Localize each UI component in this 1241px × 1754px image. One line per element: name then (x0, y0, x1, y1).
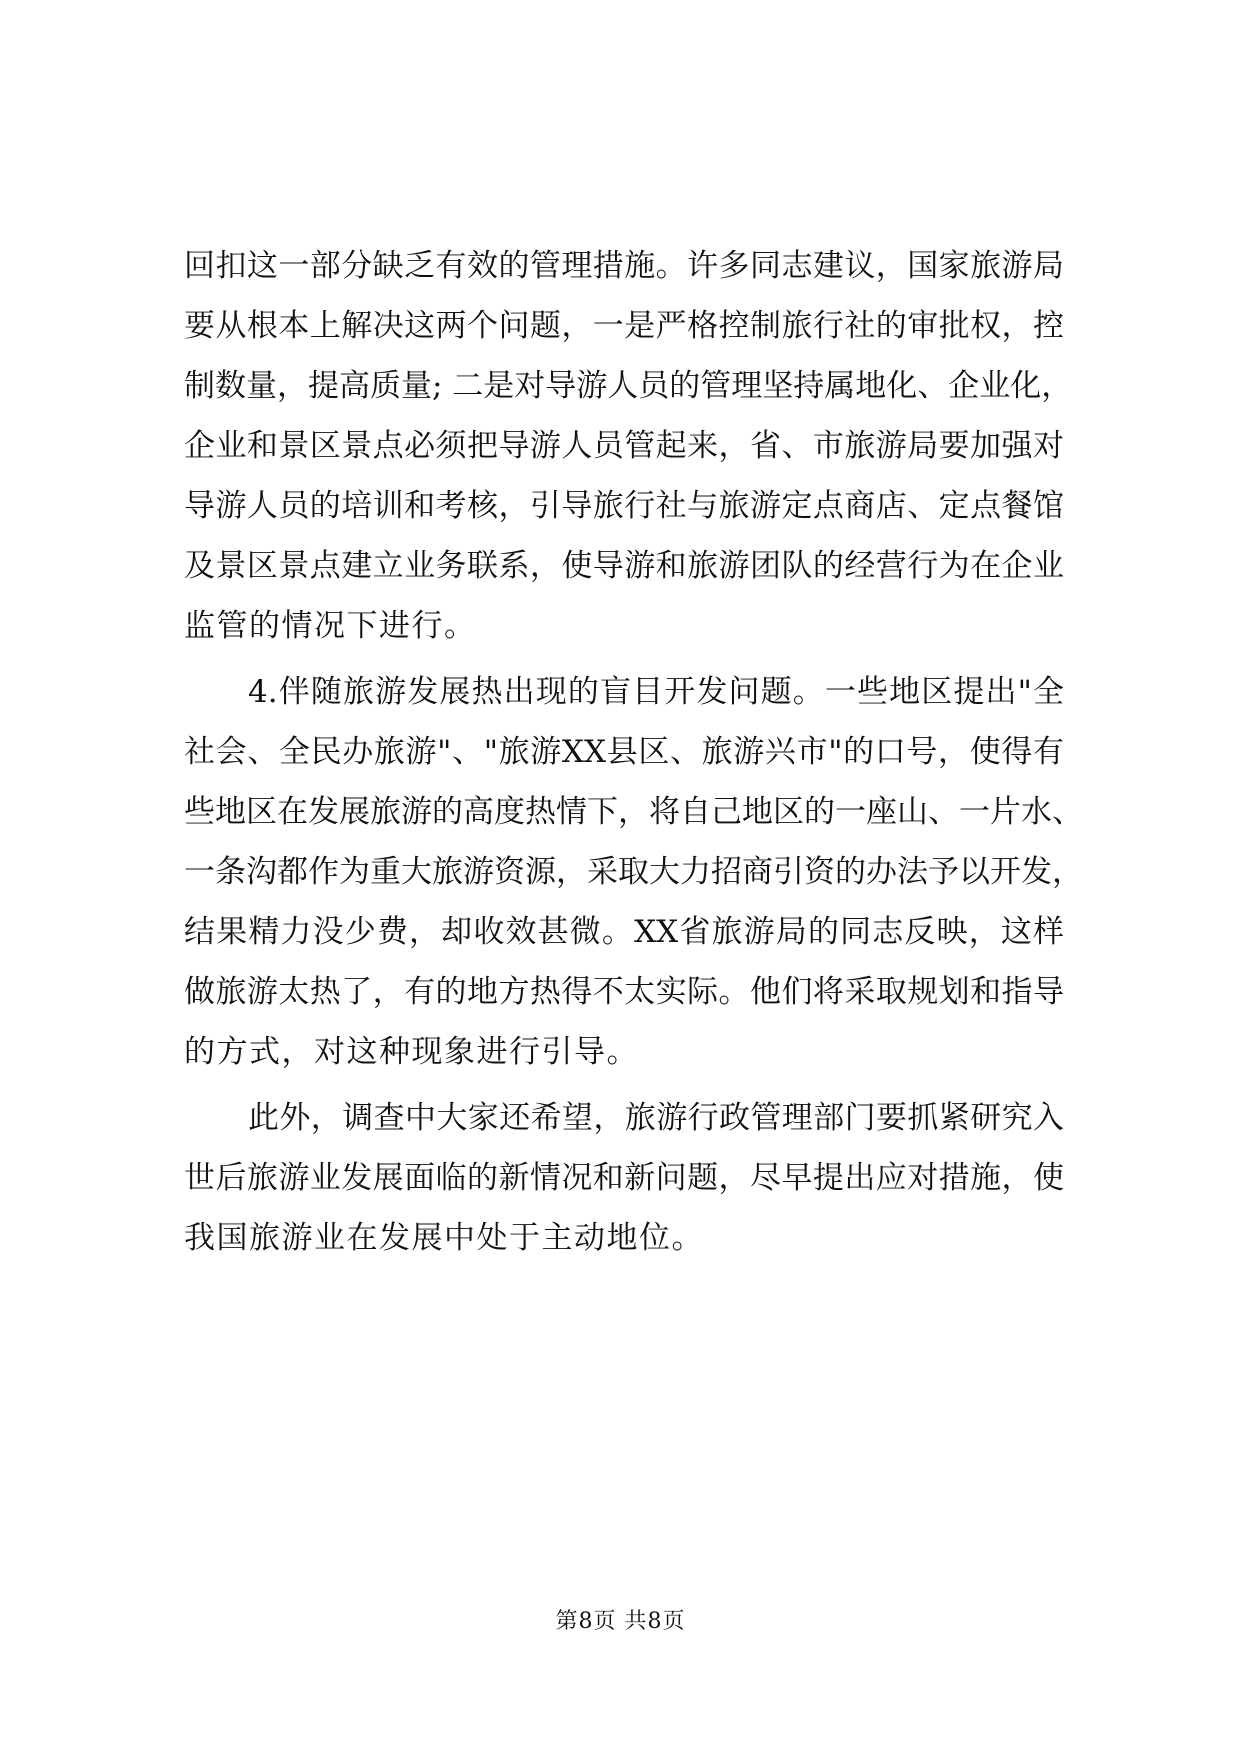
text-line: 回扣这一部分缺乏有效的管理措施。许多同志建议，国家旅游局 (184, 248, 1064, 284)
text-line: 企业和景区景点必须把导游人员管起来，省、市旅游局要加强对 (184, 428, 1064, 464)
text-line: 制数量，提高质量; 二是对导游人员的管理坚持属地化、企业化， (184, 368, 1073, 404)
text-line: 结果精力没少费，却收效甚微。XX省旅游局的同志反映，这样 (184, 914, 1064, 950)
text-line: 做旅游太热了，有的地方热得不太实际。他们将采取规划和指导 (184, 974, 1064, 1010)
text-line: 我国旅游业在发展中处于主动地位。 (184, 1220, 704, 1256)
text-line: 世后旅游业发展面临的新情况和新问题，尽早提出应对措施，使 (184, 1160, 1064, 1196)
paragraph-continuation (184, 236, 1073, 656)
paragraph-conclusion (184, 1088, 1064, 1268)
text-line: 的方式，对这种现象进行引导。 (184, 1034, 639, 1070)
document-body (184, 236, 1083, 1268)
text-line: 一条沟都作为重大旅游资源，采取大力招商引资的办法予以开发， (184, 854, 1083, 890)
paragraph-item-4 (184, 662, 1083, 1082)
text-line: 导游人员的培训和考核，引导旅行社与旅游定点商店、定点餐馆 (184, 488, 1064, 524)
text-line: 此外，调查中大家还希望，旅游行政管理部门要抓紧研究入 (248, 1100, 1064, 1136)
text-line: 社会、全民办旅游"、"旅游XX县区、旅游兴市"的口号，使得有 (184, 734, 1064, 770)
text-line: 及景区景点建立业务联系，使导游和旅游团队的经营行为在企业 (184, 548, 1064, 584)
text-line: 要从根本上解决这两个问题，一是严格控制旅行社的审批权，控 (184, 308, 1064, 344)
text-line: 监管的情况下进行。 (184, 608, 477, 644)
page-number-footer: 第8页 共8页 (555, 1609, 686, 1634)
text-line: 4.伴随旅游发展热出现的盲目开发问题。一些地区提出"全 (248, 674, 1064, 710)
text-line: 些地区在发展旅游的高度热情下，将自己地区的一座山、一片水、 (184, 794, 1083, 830)
